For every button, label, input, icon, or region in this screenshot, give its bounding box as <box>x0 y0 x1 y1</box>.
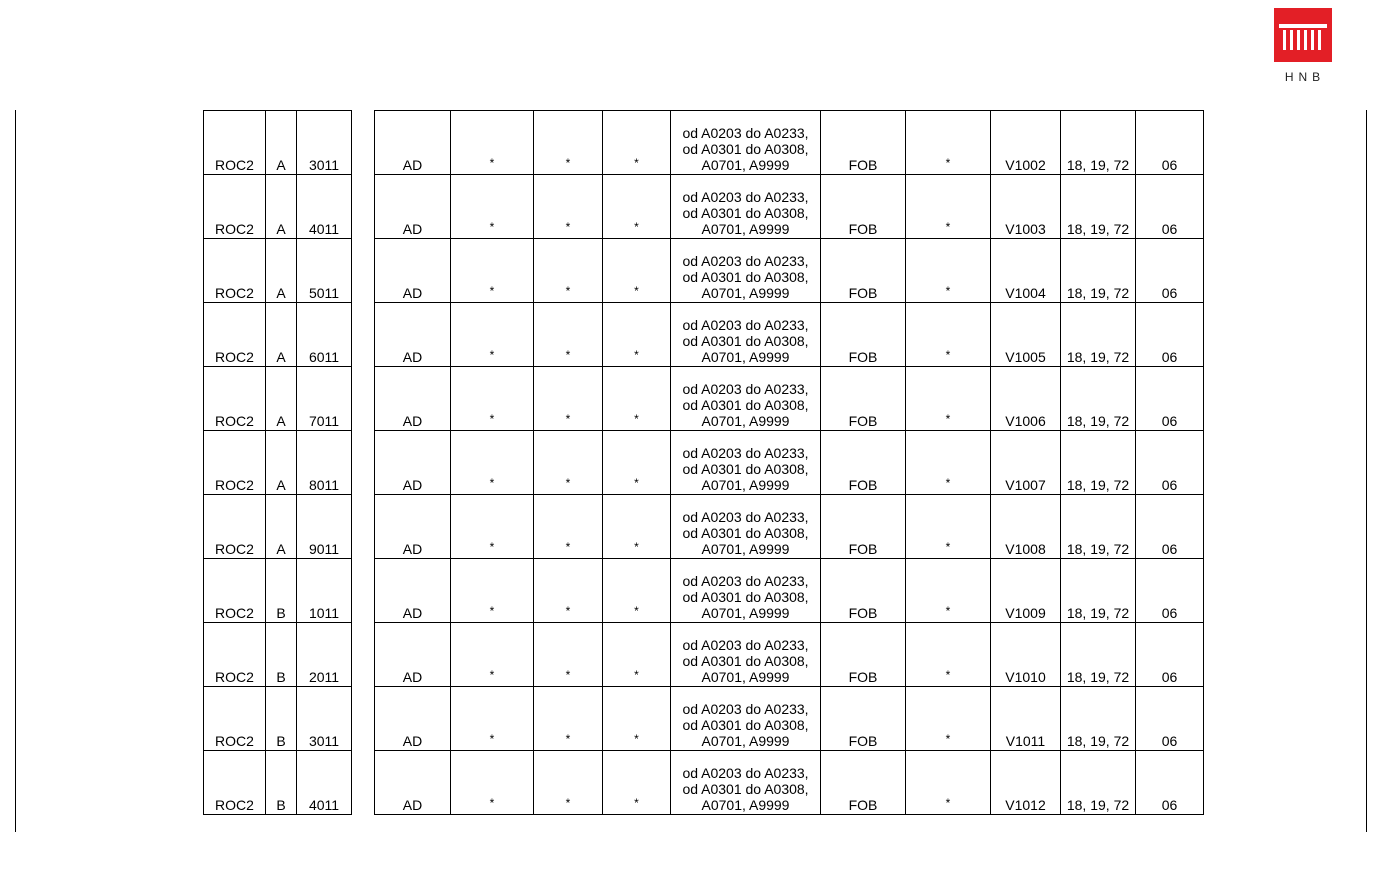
cell-star-4: * <box>906 111 991 175</box>
cell-star-3: * <box>603 687 671 751</box>
cell-code-range: od A0203 do A0233, od A0301 do A0308, A0701, A9999 <box>671 303 821 367</box>
cell-star-2: * <box>534 495 603 559</box>
cell-star-3: * <box>603 495 671 559</box>
cell-star-2: * <box>534 431 603 495</box>
cell-vcode: V1009 <box>991 559 1061 623</box>
cell-number: 5011 <box>297 239 352 303</box>
cell-spacer <box>352 559 375 623</box>
cell-star-4: * <box>906 367 991 431</box>
cell-type: A <box>266 239 297 303</box>
cell-period: 06 <box>1136 239 1204 303</box>
cell-spacer <box>352 111 375 175</box>
cell-star-1: * <box>451 751 534 815</box>
cell-period: 06 <box>1136 623 1204 687</box>
cell-basis: AD <box>375 367 451 431</box>
cell-star-2: * <box>534 239 603 303</box>
cell-code-range: od A0203 do A0233, od A0301 do A0308, A0701, A9999 <box>671 175 821 239</box>
hnb-logo-text: HNB <box>1284 70 1326 84</box>
cell-delivery: FOB <box>821 431 906 495</box>
cell-code: ROC2 <box>204 111 266 175</box>
columns-icon <box>1274 8 1332 62</box>
cell-star-1: * <box>451 623 534 687</box>
table-row <box>204 303 1204 367</box>
cell-spacer <box>352 239 375 303</box>
cell-vcode: V1011 <box>991 687 1061 751</box>
cell-star-1: * <box>451 111 534 175</box>
cell-basis: AD <box>375 303 451 367</box>
cell-refs: 18, 19, 72 <box>1061 175 1136 239</box>
cell-period: 06 <box>1136 687 1204 751</box>
cell-star-3: * <box>603 303 671 367</box>
cell-refs: 18, 19, 72 <box>1061 303 1136 367</box>
cell-code-range: od A0203 do A0233, od A0301 do A0308, A0701, A9999 <box>671 751 821 815</box>
cell-delivery: FOB <box>821 751 906 815</box>
cell-code: ROC2 <box>204 303 266 367</box>
cell-star-4: * <box>906 687 991 751</box>
table-row <box>204 623 1204 687</box>
cell-star-3: * <box>603 751 671 815</box>
cell-period: 06 <box>1136 367 1204 431</box>
cell-refs: 18, 19, 72 <box>1061 687 1136 751</box>
cell-code-range: od A0203 do A0233, od A0301 do A0308, A0701, A9999 <box>671 431 821 495</box>
cell-basis: AD <box>375 239 451 303</box>
cell-star-4: * <box>906 239 991 303</box>
cell-delivery: FOB <box>821 303 906 367</box>
cell-refs: 18, 19, 72 <box>1061 751 1136 815</box>
cell-star-4: * <box>906 751 991 815</box>
cell-delivery: FOB <box>821 559 906 623</box>
cell-star-1: * <box>451 367 534 431</box>
cell-vcode: V1004 <box>991 239 1061 303</box>
cell-spacer <box>352 495 375 559</box>
table-row <box>204 431 1204 495</box>
cell-star-1: * <box>451 431 534 495</box>
cell-code: ROC2 <box>204 495 266 559</box>
cell-number: 2011 <box>297 623 352 687</box>
cell-code-range: od A0203 do A0233, od A0301 do A0308, A0701, A9999 <box>671 111 821 175</box>
cell-period: 06 <box>1136 559 1204 623</box>
cell-vcode: V1003 <box>991 175 1061 239</box>
cell-vcode: V1010 <box>991 623 1061 687</box>
cell-code-range: od A0203 do A0233, od A0301 do A0308, A0701, A9999 <box>671 367 821 431</box>
hnb-logo-emblem <box>1274 8 1332 62</box>
cell-code: ROC2 <box>204 751 266 815</box>
cell-star-3: * <box>603 175 671 239</box>
cell-code: ROC2 <box>204 367 266 431</box>
cell-type: A <box>266 495 297 559</box>
cell-spacer <box>352 175 375 239</box>
cell-type: B <box>266 751 297 815</box>
cell-star-3: * <box>603 367 671 431</box>
cell-code-range: od A0203 do A0233, od A0301 do A0308, A0701, A9999 <box>671 559 821 623</box>
cell-vcode: V1007 <box>991 431 1061 495</box>
cell-star-3: * <box>603 111 671 175</box>
cell-type: A <box>266 175 297 239</box>
cell-code: ROC2 <box>204 175 266 239</box>
cell-basis: AD <box>375 623 451 687</box>
cell-number: 8011 <box>297 431 352 495</box>
cell-refs: 18, 19, 72 <box>1061 559 1136 623</box>
cell-star-4: * <box>906 303 991 367</box>
cell-type: B <box>266 623 297 687</box>
cell-code-range: od A0203 do A0233, od A0301 do A0308, A0701, A9999 <box>671 495 821 559</box>
cell-star-4: * <box>906 559 991 623</box>
cell-spacer <box>352 623 375 687</box>
table-row <box>204 495 1204 559</box>
cell-vcode: V1012 <box>991 751 1061 815</box>
table-row <box>204 111 1204 175</box>
cell-type: A <box>266 431 297 495</box>
table-row <box>204 559 1204 623</box>
cell-vcode: V1005 <box>991 303 1061 367</box>
cell-number: 6011 <box>297 303 352 367</box>
hnb-logo <box>1274 8 1332 88</box>
cell-star-3: * <box>603 239 671 303</box>
cell-type: A <box>266 367 297 431</box>
data-table <box>203 110 1204 815</box>
page-margin-rule-left <box>15 110 16 832</box>
cell-star-2: * <box>534 111 603 175</box>
cell-code: ROC2 <box>204 687 266 751</box>
cell-refs: 18, 19, 72 <box>1061 431 1136 495</box>
cell-star-2: * <box>534 751 603 815</box>
cell-star-4: * <box>906 495 991 559</box>
cell-star-2: * <box>534 367 603 431</box>
cell-basis: AD <box>375 751 451 815</box>
cell-delivery: FOB <box>821 239 906 303</box>
cell-number: 4011 <box>297 175 352 239</box>
cell-number: 3011 <box>297 687 352 751</box>
table-row <box>204 687 1204 751</box>
cell-delivery: FOB <box>821 175 906 239</box>
cell-vcode: V1002 <box>991 111 1061 175</box>
cell-number: 1011 <box>297 559 352 623</box>
cell-period: 06 <box>1136 751 1204 815</box>
cell-basis: AD <box>375 431 451 495</box>
cell-period: 06 <box>1136 431 1204 495</box>
cell-star-2: * <box>534 687 603 751</box>
cell-basis: AD <box>375 111 451 175</box>
cell-number: 3011 <box>297 111 352 175</box>
cell-star-4: * <box>906 175 991 239</box>
cell-type: B <box>266 687 297 751</box>
table-row <box>204 239 1204 303</box>
page-margin-rule-right <box>1366 110 1367 832</box>
cell-period: 06 <box>1136 175 1204 239</box>
cell-code: ROC2 <box>204 623 266 687</box>
cell-code-range: od A0203 do A0233, od A0301 do A0308, A0701, A9999 <box>671 623 821 687</box>
cell-spacer <box>352 431 375 495</box>
cell-code: ROC2 <box>204 431 266 495</box>
cell-star-1: * <box>451 303 534 367</box>
table-row <box>204 367 1204 431</box>
cell-star-2: * <box>534 623 603 687</box>
cell-star-2: * <box>534 559 603 623</box>
cell-star-1: * <box>451 495 534 559</box>
cell-code: ROC2 <box>204 559 266 623</box>
cell-basis: AD <box>375 687 451 751</box>
cell-star-1: * <box>451 687 534 751</box>
cell-delivery: FOB <box>821 623 906 687</box>
cell-delivery: FOB <box>821 495 906 559</box>
cell-refs: 18, 19, 72 <box>1061 111 1136 175</box>
cell-period: 06 <box>1136 111 1204 175</box>
cell-spacer <box>352 751 375 815</box>
table-body <box>204 111 1204 815</box>
cell-refs: 18, 19, 72 <box>1061 495 1136 559</box>
cell-spacer <box>352 367 375 431</box>
cell-star-4: * <box>906 431 991 495</box>
table-row <box>204 175 1204 239</box>
cell-number: 4011 <box>297 751 352 815</box>
cell-star-1: * <box>451 175 534 239</box>
cell-delivery: FOB <box>821 111 906 175</box>
cell-period: 06 <box>1136 303 1204 367</box>
cell-star-4: * <box>906 623 991 687</box>
cell-period: 06 <box>1136 495 1204 559</box>
cell-code-range: od A0203 do A0233, od A0301 do A0308, A0701, A9999 <box>671 239 821 303</box>
cell-star-2: * <box>534 303 603 367</box>
cell-code-range: od A0203 do A0233, od A0301 do A0308, A0701, A9999 <box>671 687 821 751</box>
table-row <box>204 751 1204 815</box>
cell-star-1: * <box>451 239 534 303</box>
cell-vcode: V1006 <box>991 367 1061 431</box>
cell-star-3: * <box>603 623 671 687</box>
cell-delivery: FOB <box>821 687 906 751</box>
cell-star-3: * <box>603 559 671 623</box>
cell-star-3: * <box>603 431 671 495</box>
cell-star-2: * <box>534 175 603 239</box>
cell-delivery: FOB <box>821 367 906 431</box>
cell-refs: 18, 19, 72 <box>1061 623 1136 687</box>
cell-code: ROC2 <box>204 239 266 303</box>
cell-spacer <box>352 687 375 751</box>
cell-star-1: * <box>451 559 534 623</box>
cell-number: 7011 <box>297 367 352 431</box>
cell-type: A <box>266 111 297 175</box>
cell-number: 9011 <box>297 495 352 559</box>
cell-basis: AD <box>375 495 451 559</box>
cell-basis: AD <box>375 175 451 239</box>
cell-refs: 18, 19, 72 <box>1061 239 1136 303</box>
cell-type: A <box>266 303 297 367</box>
cell-basis: AD <box>375 559 451 623</box>
cell-refs: 18, 19, 72 <box>1061 367 1136 431</box>
cell-spacer <box>352 303 375 367</box>
cell-type: B <box>266 559 297 623</box>
cell-vcode: V1008 <box>991 495 1061 559</box>
